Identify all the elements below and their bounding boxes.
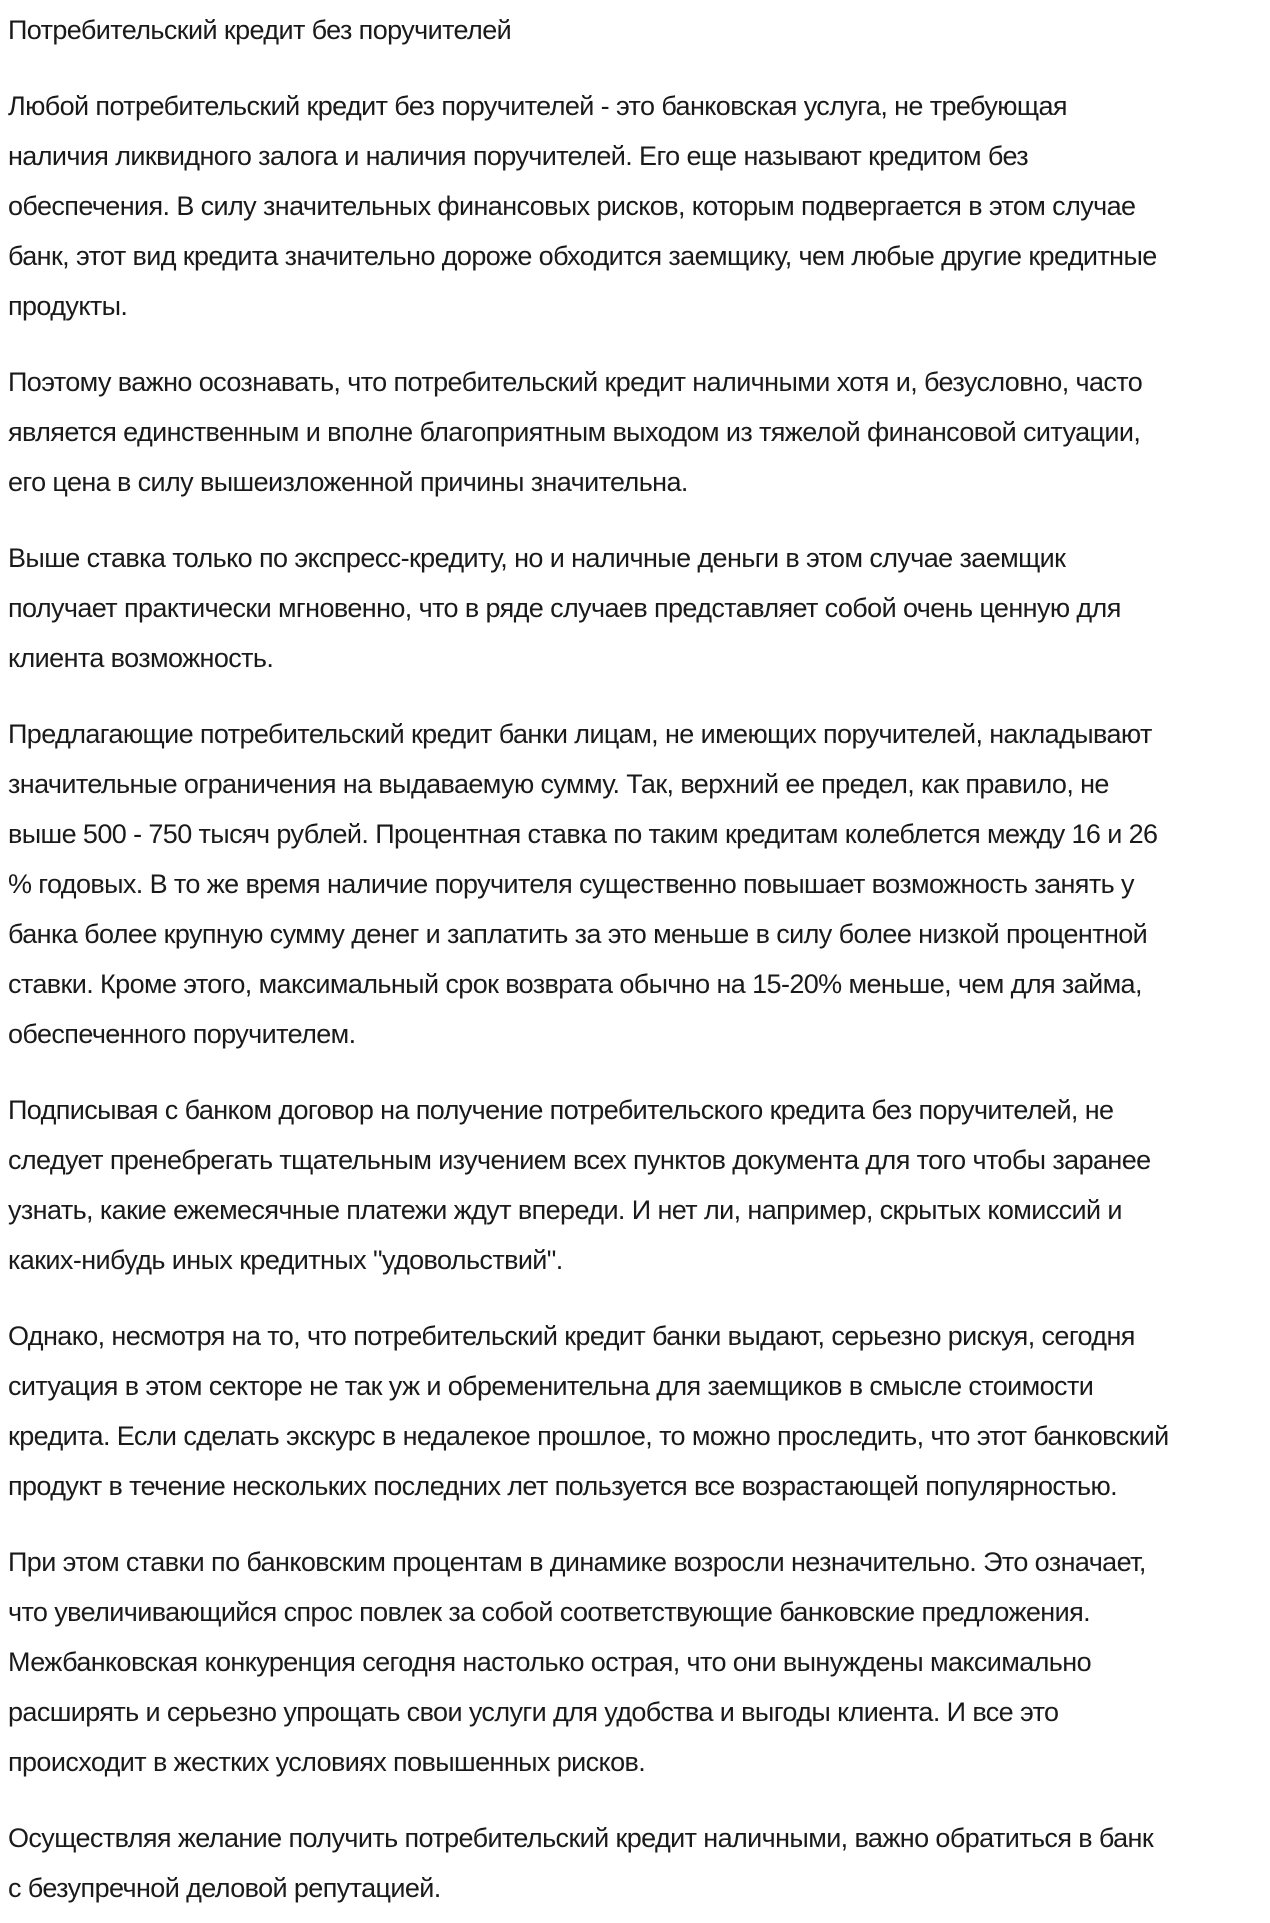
paragraph-cost-awareness: Поэтому важно осознавать, что потребительский кредит наличными хотя и, безусловно, часто является единственным и вполне благоприятным выходом из тяжелой финансовой ситуации, его цена в силу вышеизложенной причины значительна. <box>8 367 1143 497</box>
paragraph-limits-and-rates: Предлагающие потребительский кредит банки лицам, не имеющих поручителей, накладывают значительные ограничения на выдаваемую сумму. Так, верхний ее предел, как правило, не выше 500 - 750 тысяч рублей. Процентная ставка по таким кредитам колеблется между 16 и 26 % годовых. В то же время наличие поручителя существенно повышает возможность занять у банка более крупную сумму денег и заплатить за это меньше в силу более низкой процентной ставки. Кроме этого, максимальный срок возврата обычно на 15-20% меньше, чем для займа, обеспеченного поручителем. <box>8 719 1158 1049</box>
paragraph-conclusion: Осуществляя желание получить потребительский кредит наличными, важно обратиться в банк с безупречной деловой репутацией. <box>8 1823 1154 1903</box>
paragraph-contract-reading: Подписывая с банком договор на получение потребительского кредита без поручителей, не следует пренебрегать тщательным изучением всех пунктов документа для того чтобы заранее узнать, какие ежемесячные платежи ждут впереди. И нет ли, например, скрытых комиссий и каких-нибудь иных кредитных "удовольствий". <box>8 1095 1151 1275</box>
paragraph-competition: При этом ставки по банковским процентам в динамике возросли незначительно. Это означает, что увеличивающийся спрос повлек за собой соответствующие банковские предложения. Межбанковская конкуренция сегодня настолько острая, что они вынуждены максимально расширять и серьезно упрощать свои услуги для удобства и выгоды клиента. И все это происходит в жестких условиях повышенных рисков. <box>8 1547 1146 1777</box>
paragraph-intro: Любой потребительский кредит без поручителей - это банковская услуга, не требующая наличия ликвидного залога и наличия поручителей. Его еще называют кредитом без обеспечения. В силу значительных финансовых рисков, которым подвергается в этом случае банк, этот вид кредита значительно дороже обходится заемщику, чем любые другие кредитные продукты. <box>8 91 1157 321</box>
document-title: Потребительский кредит без поручителей <box>8 15 512 45</box>
paragraph-express-credit: Выше ставка только по экспресс-кредиту, но и наличные деньги в этом случае заемщик получает практически мгновенно, что в ряде случаев представляет собой очень ценную для клиента возможность. <box>8 543 1121 673</box>
paragraph-market-situation: Однако, несмотря на то, что потребительский кредит банки выдают, серьезно рискуя, сегодня ситуация в этом секторе не так уж и обременительна для заемщиков в смысле стоимости кредита. Если сделать экскурс в недалекое прошлое, то можно проследить, что этот банковский продукт в течение нескольких последних лет пользуется все возрастающей популярностью. <box>8 1321 1169 1501</box>
